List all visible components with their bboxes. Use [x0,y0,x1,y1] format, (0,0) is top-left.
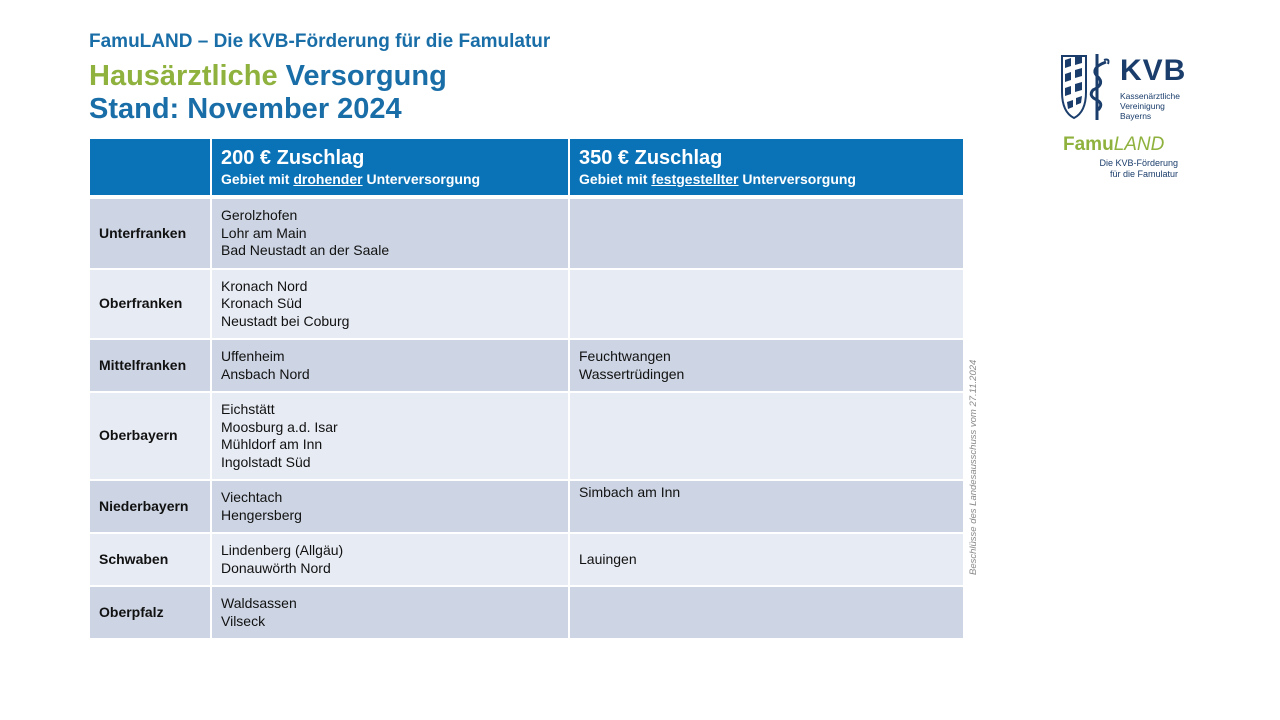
place-name: Bad Neustadt an der Saale [221,242,390,258]
page-subtitle: Stand: November 2024 [89,93,402,125]
kvb-famuland-logo [1060,52,1210,187]
place-name: Ingolstadt Süd [221,453,311,470]
cell-200 [211,480,569,533]
place-name: Feuchtwangen [579,348,671,364]
header-cell-region [89,138,211,197]
place-name: Vilseck [221,612,266,629]
side-note: Beschlüsse des Landesausschuss vom 27.11.2024 [968,359,979,575]
region-table [88,137,965,640]
page-title [89,60,447,126]
cell-200 [211,586,569,639]
place-name: Donauwörth Nord [221,559,331,576]
table-row [89,339,964,392]
table-header-row [89,138,964,197]
place-name: Simbach am Inn [579,484,681,500]
place-name: Waldsassen [221,595,297,611]
kvb-emblem-icon [1060,52,1116,122]
place-name: Lauingen [579,550,637,567]
cell-200 [211,339,569,392]
place-name: Hengersberg [221,506,302,523]
region-cell: Mittelfranken [89,339,211,392]
cell-200 [211,392,569,480]
region-cell: Unterfranken [89,197,211,269]
place-name: Viechtach [221,489,283,505]
place-name: Gerolzhofen [221,207,298,223]
cell-350 [569,586,964,639]
kvb-sub-line: Vereinigung [1120,101,1165,111]
famu-sub-line: Die KVB-Förderung [1099,158,1178,168]
table-row [89,392,964,480]
region-cell: Schwaben [89,533,211,586]
region-cell: Oberfranken [89,269,211,340]
cell-200 [211,197,569,269]
cell-350 [569,392,964,480]
table-row [89,533,964,586]
place-name: Uffenheim [221,348,285,364]
kvb-subtitle [1120,91,1180,121]
place-name: Lohr am Main [221,224,307,241]
cell-350 [569,269,964,340]
place-name: Moosburg a.d. Isar [221,418,338,435]
famuland-wordmark [1063,134,1164,156]
cell-350 [569,197,964,269]
place-name: Kronach Nord [221,277,308,294]
cell-350 [569,533,964,586]
header-200-subtitle: Gebiet mit drohender Unterversorgung [221,170,481,187]
famu-bold: Famu [1063,134,1114,155]
table-row [89,480,964,533]
header-cell-350 [569,138,964,197]
header-200-title: 200 € Zuschlag [221,146,365,169]
title-green: Hausärztliche [89,60,278,92]
cell-350 [569,339,964,392]
header-cell-200 [211,138,569,197]
kvb-sub-line: Bayerns [1120,111,1152,121]
header-350-title: 350 € Zuschlag [579,146,723,169]
title-blue: Versorgung [285,60,447,92]
place-name: Eichstätt [221,401,275,417]
cell-200 [211,269,569,340]
table-row [89,269,964,340]
header-350-subtitle: Gebiet mit festgestellter Unterversorgung [579,170,856,187]
table-row [89,197,964,269]
place-name: Ansbach Nord [221,365,310,382]
place-name: Lindenberg (Allgäu) [221,542,344,558]
header-kicker: FamuLAND – Die KVB-Förderung für die Famulatur [89,31,551,52]
famuland-subtitle [1090,158,1178,180]
famu-sub-line: für die Famulatur [1109,169,1178,179]
kvb-wordmark: KVB [1120,54,1187,87]
place-name: Mühldorf am Inn [221,436,323,452]
place-name: Kronach Süd [221,295,302,311]
table-row [89,586,964,639]
kvb-sub-line: Kassenärztliche [1120,91,1181,101]
region-cell: Oberpfalz [89,586,211,639]
famu-italic: LAND [1113,134,1165,155]
place-name: Neustadt bei Coburg [221,312,350,329]
place-name: Wassertrüdingen [579,365,685,382]
table-body [89,197,964,639]
region-cell: Niederbayern [89,480,211,533]
cell-350 [569,480,964,533]
cell-200 [211,533,569,586]
region-cell: Oberbayern [89,392,211,480]
